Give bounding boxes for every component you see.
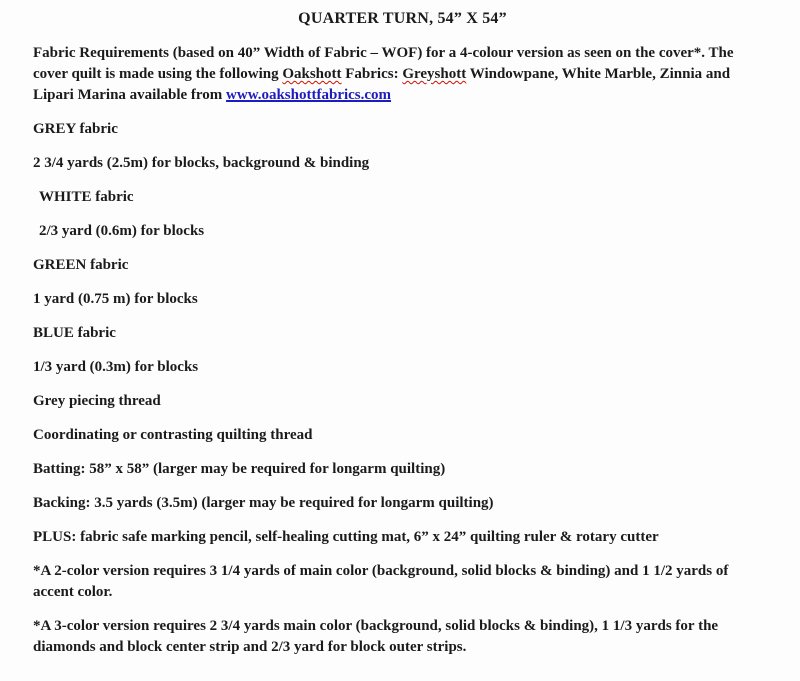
intro-line-2 bbox=[33, 64, 772, 85]
intro-line-3-pre: Lipari Marina available from bbox=[33, 87, 227, 103]
oakshott-website-link[interactable]: www.oakshottfabrics.com bbox=[226, 87, 392, 103]
requirement-line-backing: Backing: 3.5 yards (3.5m) (larger may be required for longarm quilting) bbox=[33, 495, 494, 511]
requirement-line-green-fabric: GREEN fabric bbox=[33, 257, 129, 273]
intro-line-3 bbox=[33, 85, 772, 106]
requirement-line-piecing-thread: Grey piecing thread bbox=[33, 393, 161, 409]
intro-line-2-mid: Fabrics: bbox=[341, 66, 403, 82]
note-3-color-version: *A 3-color version requires 2 3/4 yards main color (background, solid blocks & binding), 1 1/3 yards for the diamonds and block center strip and 2/3 yard for block outer strips. bbox=[33, 618, 719, 655]
spellcheck-word-greyshott: Greyshott bbox=[402, 66, 467, 82]
intro-line-2-post: Windowpane, White Marble, Zinnia and bbox=[466, 66, 731, 82]
spellcheck-word-oakshott: Oakshott bbox=[282, 66, 342, 82]
document-title: QUARTER TURN, 54” X 54” bbox=[298, 10, 507, 27]
intro-paragraph bbox=[33, 43, 772, 106]
requirement-line-white-yardage: 2/3 yard (0.6m) for blocks bbox=[39, 223, 205, 239]
requirement-line-blue-fabric: BLUE fabric bbox=[33, 325, 116, 341]
requirement-line-blue-yardage: 1/3 yard (0.3m) for blocks bbox=[33, 359, 199, 375]
requirement-line-grey-fabric: GREY fabric bbox=[33, 121, 118, 137]
requirement-line-quilting-thread: Coordinating or contrasting quilting thread bbox=[33, 427, 313, 443]
requirement-line-batting: Batting: 58” x 58” (larger may be required for longarm quilting) bbox=[33, 461, 446, 477]
requirement-line-green-yardage: 1 yard (0.75 m) for blocks bbox=[33, 291, 198, 307]
note-2-color-version: *A 2-color version requires 3 1/4 yards of main color (background, solid blocks & binding) and 1 1/2 yards of accent color. bbox=[33, 563, 729, 600]
requirement-line-plus-tools: PLUS: fabric safe marking pencil, self-healing cutting mat, 6” x 24” quilting ruler & rotary cutter bbox=[33, 529, 659, 545]
intro-line-2-pre: cover quilt is made using the following bbox=[33, 66, 283, 82]
intro-line-1: Fabric Requirements (based on 40” Width of Fabric – WOF) for a 4-colour version as seen on the cover*. The bbox=[33, 45, 734, 61]
requirement-line-white-fabric: WHITE fabric bbox=[39, 189, 134, 205]
requirement-line-grey-yardage: 2 3/4 yards (2.5m) for blocks, background & binding bbox=[33, 155, 370, 171]
